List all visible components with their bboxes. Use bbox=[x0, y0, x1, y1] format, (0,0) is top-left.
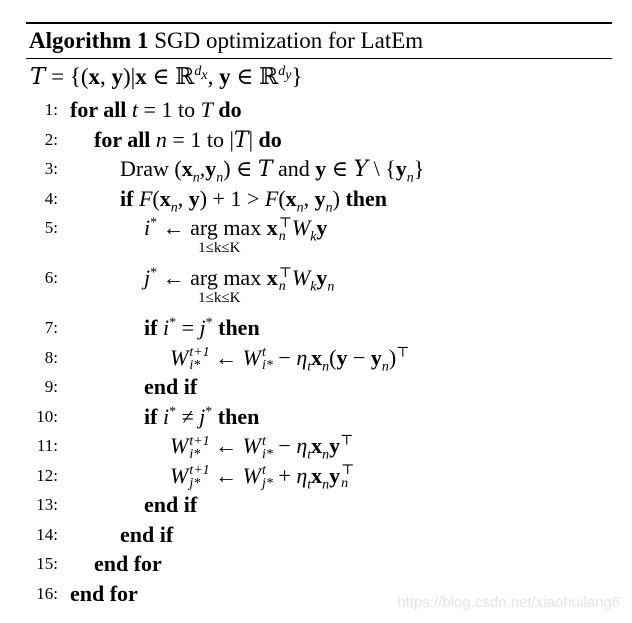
algo-line-2: 2: for all n = 1 to |T| do bbox=[26, 125, 612, 155]
line-number: 1: bbox=[44, 100, 58, 119]
algo-line-1: 1: for all t = 1 to T do bbox=[26, 95, 612, 125]
line-number: 8: bbox=[44, 347, 58, 367]
algo-line-10: 10: if i* ≠ j* then bbox=[26, 402, 612, 432]
algo-line-5: 5: i* ← arg max 1≤k≤K x ⊤ n $W_ky$ bbox=[26, 213, 612, 263]
algo-line-16: 16: end for bbox=[26, 579, 612, 609]
line-number: 5: bbox=[44, 218, 58, 237]
algo-line-6: 6: j* ← arg max 1≤k≤K x ⊤ n $W_ky_n$ bbox=[26, 263, 612, 313]
algo-line-13: 13: end if bbox=[26, 490, 612, 520]
algo-line-8: 8: W t+1 i* ← W t i* − $\eta_tx_n(y - y_n)^⊤$ bbox=[26, 343, 612, 373]
caption-label: Algorithm 1 bbox=[29, 28, 149, 53]
line-number: 6: bbox=[44, 268, 58, 287]
line-number: 7: bbox=[44, 318, 58, 337]
line-number: 12: bbox=[36, 465, 58, 485]
algorithm-block bbox=[26, 22, 612, 608]
algo-line-4: 4: if $F(x_n$, $y) + 1 > F(x_n$, $y_n$) then bbox=[26, 184, 612, 214]
algo-line-3: 3: Draw $(x_n,y_n)$ ∈ T and y ∈ Y \ $\{y_n\}$ bbox=[26, 154, 612, 184]
algo-line-15: 15: end for bbox=[26, 549, 612, 579]
caption-text: SGD optimization for LatEm bbox=[154, 28, 424, 53]
line-number: 11: bbox=[36, 436, 58, 455]
line-number: 15: bbox=[36, 554, 58, 573]
algo-line-14: 14: end if bbox=[26, 520, 612, 550]
line-number: 14: bbox=[36, 524, 58, 544]
line-number: 9: bbox=[44, 377, 58, 396]
line-number: 13: bbox=[36, 495, 58, 514]
watermark-text: https://blog.csdn.net/xiaohuilang6 bbox=[397, 594, 620, 611]
algo-line-11: 11: W t+1 i* ← W t i* − $\eta_tx_ny^⊤$ bbox=[26, 431, 612, 461]
algo-line-12: 12: W t+1 j* ← W t j* + $\eta_tx_ny$ ⊤ n bbox=[26, 461, 612, 491]
algo-line-9: 9: end if bbox=[26, 372, 612, 402]
line-number: 2: bbox=[44, 129, 58, 149]
line-number: 10: bbox=[36, 406, 58, 426]
line-number: 16: bbox=[36, 583, 58, 603]
training-set-definition: T = {(x, y)|x ∈ ℝ$^{d_x}$, y ∈ ℝ$^{d_y}$} bbox=[30, 64, 303, 90]
line-number: 3: bbox=[44, 159, 58, 178]
training-set-symbol: T bbox=[30, 64, 46, 90]
line-number: 4: bbox=[44, 188, 58, 208]
algo-line-7: 7: if i* = j* then bbox=[26, 313, 612, 343]
algorithm-caption bbox=[26, 24, 612, 58]
